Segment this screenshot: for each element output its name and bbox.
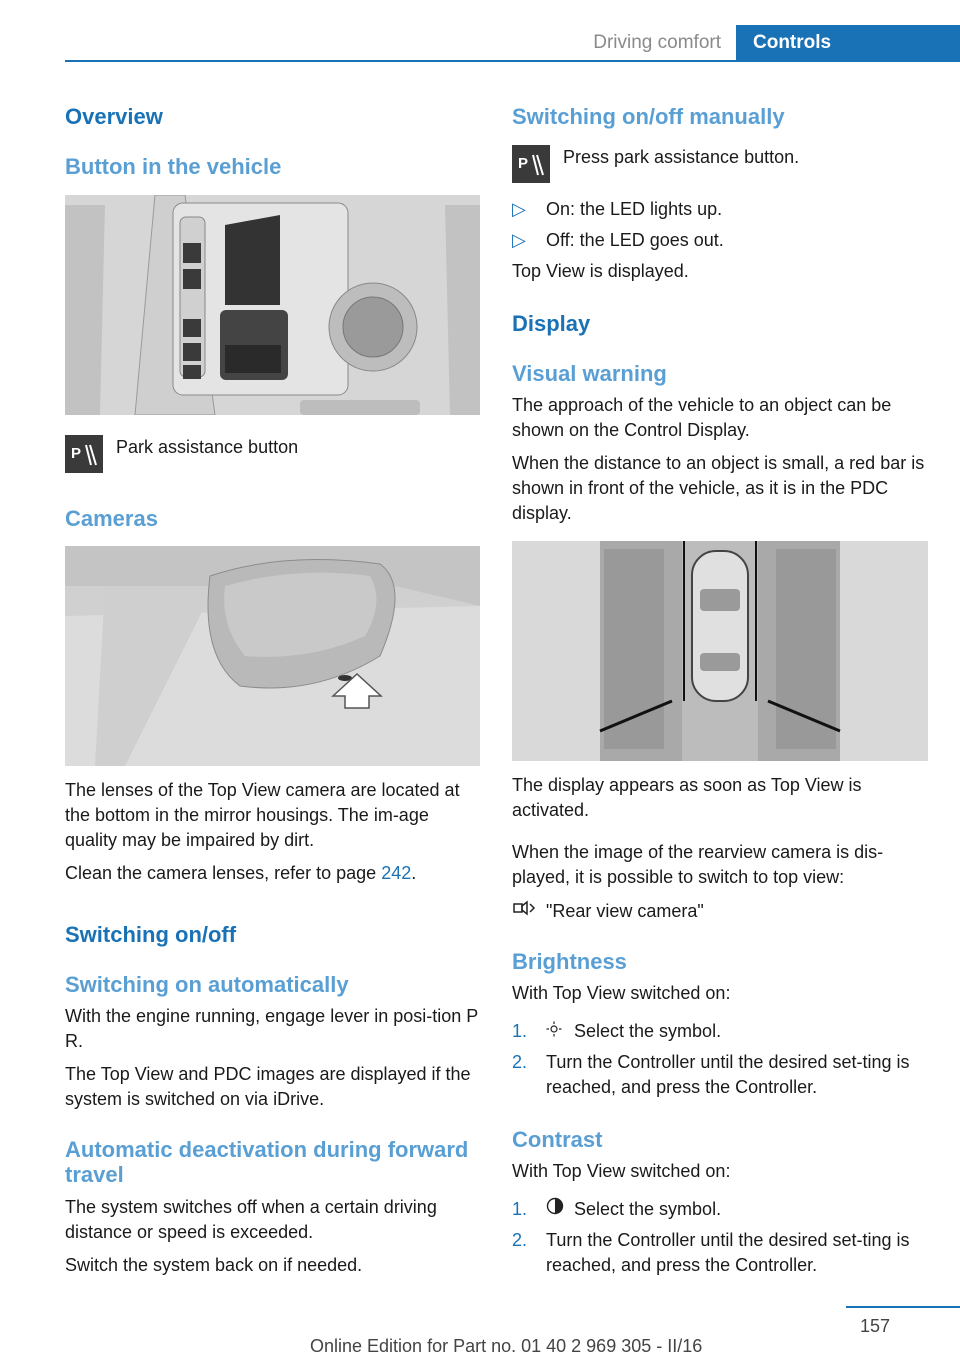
bullet-off: Off: the LED goes out. (546, 230, 724, 250)
header-section-label: Driving comfort (593, 32, 721, 53)
list-item (512, 228, 930, 253)
auto-p2: The Top View and PDC images are displayed if the system is switched on via iDrive. (65, 1064, 471, 1109)
manual-instruction-row (512, 145, 799, 183)
contrast-intro: With Top View switched on: (512, 1161, 731, 1181)
rear-camera-label: "Rear view camera" (546, 901, 704, 921)
park-assist-icon (65, 435, 103, 473)
switching-heading: Switching on/off (65, 922, 237, 947)
display-heading: Display (512, 311, 591, 336)
deactivation-text (65, 1195, 483, 1286)
list-item (512, 197, 930, 222)
list-item (512, 1197, 930, 1222)
visual-warning-heading: Visual warning (512, 361, 667, 386)
step-number: 2. (512, 1052, 528, 1072)
brightness-heading: Brightness (512, 949, 627, 974)
visual-p1: The approach of the vehicle to an object can be shown on the Control Display. (512, 395, 892, 440)
cameras-p2-post: . (411, 863, 417, 883)
manual-instruction: Press park assistance button. (563, 147, 800, 167)
svg-text:P: P (71, 445, 82, 462)
edition-text: Online Edition for Part no. 01 40 2 969 305 - II/16 (310, 1336, 703, 1356)
visual-text (512, 393, 930, 534)
cameras-text (65, 778, 483, 894)
button-figure (65, 195, 480, 415)
footer-rule (846, 1306, 960, 1308)
topview-figure (512, 541, 928, 761)
brightness-section (512, 981, 930, 1106)
cameras-p1: The lenses of the Top View camera are located at the bottom in the mirror housings. The im‐age quality may be impaired by dirt. (65, 780, 460, 850)
list-item (512, 1019, 930, 1044)
auto-p1: With the engine running, engage lever in posi‐tion P R. (65, 1006, 478, 1051)
contrast-icon (546, 1197, 574, 1222)
overview-heading: Overview (65, 104, 163, 129)
brightness-step-1-text: Select the symbol. (574, 1021, 722, 1041)
deact-p2: Switch the system back on if needed. (65, 1255, 363, 1275)
page-link-242[interactable]: 242 (381, 863, 412, 883)
brightness-step-1 (546, 1019, 721, 1044)
display-p1: The display appears as soon as Top View is activated. (512, 775, 862, 820)
park-assist-icon (512, 145, 550, 183)
park-button-caption: Park assistance button (116, 437, 299, 457)
contrast-step-1 (546, 1197, 721, 1222)
list-item (512, 1050, 930, 1100)
auto-heading: Switching on automatically (65, 972, 349, 997)
sun-icon (546, 1019, 574, 1044)
manual-heading: Switching on/off manually (512, 104, 785, 129)
display-text (512, 773, 930, 925)
header-chapter-label: Controls (753, 32, 832, 53)
header-section-tab[interactable] (545, 25, 735, 61)
bullet-on: On: the LED lights up. (546, 199, 723, 219)
rear-camera-row (512, 898, 930, 925)
header-chapter-tab[interactable] (736, 25, 960, 61)
park-button-caption-row (65, 435, 298, 473)
svg-text:P: P (518, 155, 529, 172)
manual-bullets (512, 197, 930, 284)
step-number: 1. (512, 1021, 528, 1041)
auto-text (65, 1004, 483, 1120)
display-p2: When the image of the rearview camera is dis‐played, it is possible to switch to top view: (512, 842, 884, 887)
cameras-p2-pre: Clean the camera lenses, refer to page (65, 863, 382, 883)
contrast-section (512, 1159, 930, 1284)
deact-p1: The system switches off when a certain driving distance or speed is exceeded. (65, 1197, 437, 1242)
brightness-intro: With Top View switched on: (512, 983, 731, 1003)
button-heading: Button in the vehicle (65, 154, 282, 179)
contrast-heading: Contrast (512, 1127, 603, 1152)
header-rule (65, 60, 960, 62)
contrast-step-2: Turn the Controller until the desired set‐ting is reached, and press the Controller. (546, 1230, 910, 1275)
rear-camera-icon (512, 898, 546, 925)
visual-p2: When the distance to an object is small, a red bar is shown in front of the vehicle, as it is in the PDC display. (512, 453, 925, 523)
brightness-step-2: Turn the Controller until the desired set‐ting is reached, and press the Controller. (546, 1052, 910, 1097)
step-number: 1. (512, 1199, 528, 1219)
contrast-step-1-text: Select the symbol. (574, 1199, 722, 1219)
mirror-camera-figure (65, 546, 480, 766)
page-number: 157 (860, 1316, 891, 1336)
cameras-p2 (65, 861, 483, 886)
bullet-marker: ▷ (512, 230, 526, 250)
step-number: 2. (512, 1230, 528, 1250)
cameras-heading: Cameras (65, 506, 158, 531)
deactivation-heading: Automatic deactivation during forward travel (65, 1137, 469, 1187)
list-item (512, 1228, 930, 1278)
bullet-marker: ▷ (512, 199, 526, 219)
topview-displayed: Top View is displayed. (512, 261, 689, 281)
